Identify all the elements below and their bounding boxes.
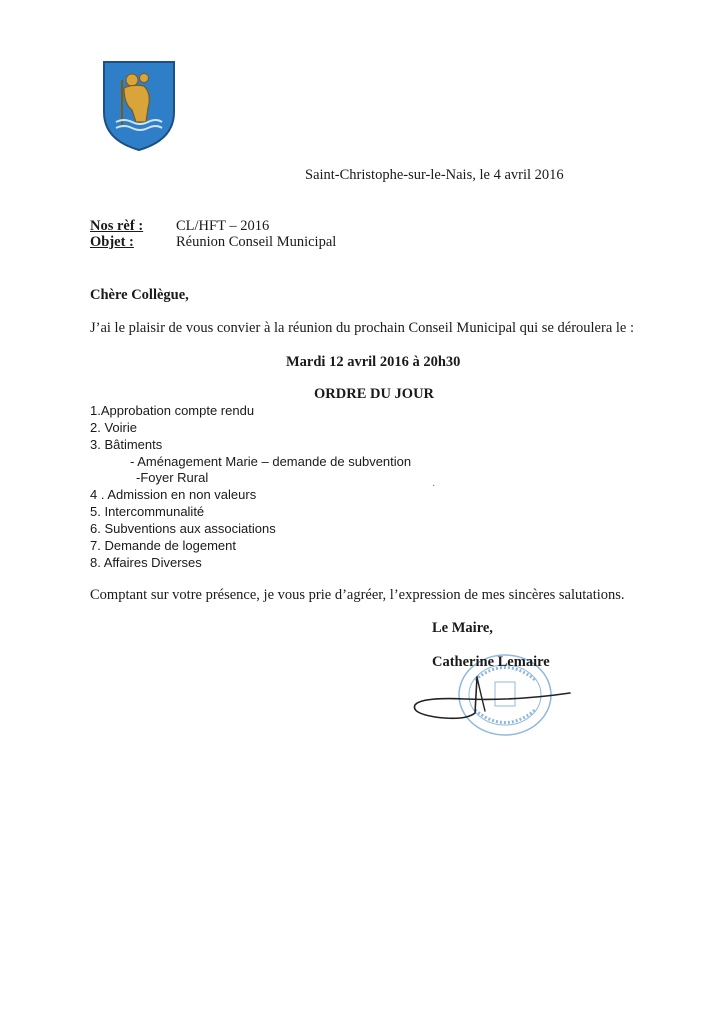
agenda-title: ORDRE DU JOUR	[314, 386, 435, 402]
agenda-item: 4 . Admission en non valeurs	[90, 487, 257, 502]
signer-name: Catherine Lemaire	[432, 654, 550, 670]
subject-value: Réunion Conseil Municipal	[176, 234, 337, 250]
ref-label: Nos rèf :	[90, 218, 144, 234]
coat-of-arms-logo	[102, 60, 176, 152]
meeting-date: Mardi 12 avril 2016 à 20h30	[286, 354, 461, 370]
agenda-item: 2. Voirie	[90, 420, 137, 435]
handwritten-signature	[405, 665, 580, 725]
agenda-item: 8. Affaires Diverses	[90, 555, 202, 570]
agenda-subitem: - Aménagement Marie – demande de subvention	[130, 454, 412, 469]
place-date: Saint-Christophe-sur-le-Nais, le 4 avril 2016	[305, 167, 564, 183]
intro-paragraph: J’ai le plaisir de vous convier à la réunion du prochain Conseil Municipal qui se déroulera le :	[90, 320, 634, 336]
salutation: Chère Collègue,	[90, 287, 189, 303]
agenda-item: 5. Intercommunalité	[90, 504, 205, 519]
agenda-item: 1.Approbation compte rendu	[90, 403, 255, 418]
agenda-item: 7. Demande de logement	[90, 538, 236, 553]
agenda-item: 6. Subventions aux associations	[90, 521, 276, 536]
ref-value: CL/HFT – 2016	[176, 218, 270, 234]
agenda-subitem: -Foyer Rural	[136, 470, 209, 485]
agenda-item: 3. Bâtiments	[90, 437, 163, 452]
ink-speck: ·	[432, 481, 436, 492]
subject-label: Objet :	[90, 234, 134, 250]
closing-paragraph: Comptant sur votre présence, je vous prie d’agréer, l’expression de mes sincères salutations.	[90, 587, 625, 603]
signer-title: Le Maire,	[432, 620, 493, 636]
